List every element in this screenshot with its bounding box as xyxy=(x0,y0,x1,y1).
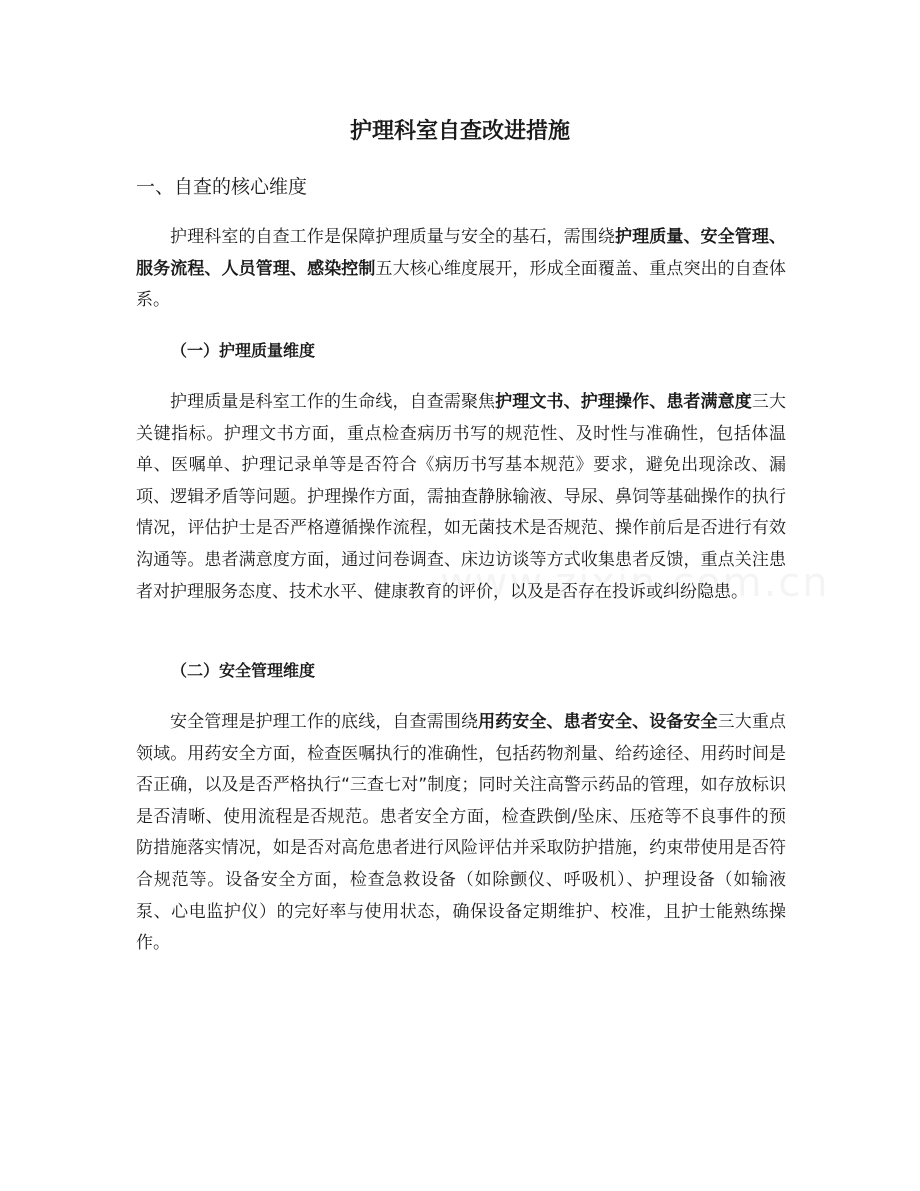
intro-bold-dimensions: 护理质量、安全管理、服务流程、人员管理、感染控制 xyxy=(136,227,787,279)
subheading-safety-management: （二）安全管理维度 xyxy=(171,661,316,680)
safety-text-2: 三大重点领域。用药安全方面，检查医嘱执行的准确性，包括药物剂量、给药途径、用药时间是否正确，以及是否严格执行“三查七对”制度；同时关注高警示药品的管理，如存放标识是否清晰、使用流程是否规范。患者安全方面，检查跌倒/坠床、压疮等不良事件的预防措施落实情况，如是否对高危患者进行风险评估并采取防护措施，约束带使用是否符合规范等。设备安全方面，检查急救设备（如除颤仪、呼吸机）、护理设备（如输液泵、心电监护仪）的完好率与使用状态，确保设备定期维护、校准，且护士能熟练操作。 xyxy=(136,712,787,954)
document-title: 护理科室自查改进措施 xyxy=(349,119,570,144)
subheading-nursing-quality: （一）护理质量维度 xyxy=(171,341,316,360)
quality-text-2: 三大关键指标。护理文书方面，重点检查病历书写的规范性、及时性与准确性，包括体温单、医嘱单、护理记录单等是否符合《病历书写基本规范》要求，避免出现涂改、漏项、逻辑矛盾等问题。护理操作方面，需抽查静脉输液、导尿、鼻饲等基础操作的执行情况，评估护士是否严格遵循操作流程，如无菌技术是否规范、操作前后是否进行有效沟通等。患者满意度方面，通过问卷调查、床边访谈等方式收集患者反馈，重点关注患者对护理服务态度、技术水平、健康教育的评价，以及是否存在投诉或纠纷隐患。 xyxy=(136,392,787,602)
safety-management-paragraph xyxy=(136,707,786,960)
safety-bold-areas: 用药安全、患者安全、设备安全 xyxy=(478,712,718,732)
intro-text-2: 五大核心维度展开，形成全面覆盖、重点突出的自查体系。 xyxy=(136,258,787,311)
safety-text-1: 安全管理是护理工作的底线，自查需围绕 xyxy=(170,712,479,732)
watermark xyxy=(440,560,830,606)
intro-text-1: 护理科室的自查工作是保障护理质量与安全的基石，需围绕 xyxy=(170,227,615,247)
section-heading-core-dimensions: 一、自查的核心维度 xyxy=(136,176,308,198)
quality-bold-indicators: 护理文书、护理操作、患者满意度 xyxy=(495,392,752,412)
intro-paragraph xyxy=(136,222,786,317)
quality-text-1: 护理质量是科室工作的生命线，自查需聚焦 xyxy=(170,392,496,412)
